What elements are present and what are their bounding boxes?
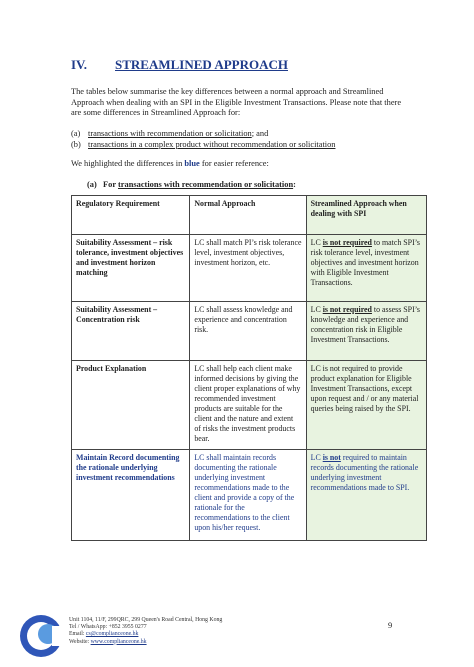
section-title: STREAMLINED APPROACH — [115, 57, 288, 72]
page-number: 9 — [388, 621, 393, 630]
table-row: Maintain Record documenting the rationale underlying investment recommendations LC shall maintain records documenting the rationale underlying investment recommendations made to the client and provide a copy of the rationale for the recommendations to the client upon his/her request. LC is not required to maintain records documenting the rationale underlying investment recommendations made to SPI. — [72, 450, 427, 541]
footer-contact — [69, 617, 222, 646]
column-header: Normal Approach — [190, 196, 306, 235]
website-link[interactable]: www.complianceone.hk — [90, 638, 147, 645]
highlight-note: We highlighted the differences in blue for easier reference: — [71, 159, 269, 168]
table-header-row — [72, 196, 427, 235]
comparison-table — [71, 195, 427, 541]
company-logo — [18, 612, 62, 665]
email-link[interactable]: cs@complianceone.hk — [85, 631, 139, 638]
transaction-list — [71, 129, 335, 150]
table-row: Product Explanation LC shall help each client make informed decisions by giving the client proper explanations of why recommended investment products are suitable for the client and the nature and extent of risks the investment products bear. LC is not required to provide product explanation for Eligible Investment Transactions, except upon request and / or any material queries being raised by the SPI. — [72, 361, 427, 450]
table-row: Suitability Assessment – risk tolerance, investment objectives and investment horizon matching LC shall match PI’s risk tolerance level, investment objectives, investment horizon, etc. LC is not required to match SPI’s risk tolerance level, investment objectives and investment horizon with Eligible Investment Transactions. — [72, 235, 427, 302]
column-header: Regulatory Requirement — [72, 196, 190, 235]
section-number: IV. — [71, 57, 88, 72]
section-heading — [71, 57, 288, 73]
list-item: (a) transactions with recommendation or solicitation; and — [71, 129, 269, 138]
footer-address: Unit 1104, 11/F, 299QRC, 299 Queen's Road Central, Hong Kong — [69, 617, 223, 623]
intro-paragraph: The tables below summarise the key differences between a normal approach and Streamlined Approach when dealing with an SPI in the Eligible Investment Transactions. Please note that there are some differences in Streamlined Approach for: — [71, 87, 402, 118]
list-item: (b) transactions in a complex product without recommendation or solicitation — [71, 139, 336, 149]
footer-website: Website: www.complianceone.hk — [69, 638, 147, 645]
column-header: Streamlined Approach when dealing with SPI — [306, 196, 426, 235]
table-row: Suitability Assessment – Concentration risk LC shall assess knowledge and experience and concentration risk. LC is not required to assess SPI’s knowledge and experience and concentration risk in Eligible Investment Transactions. — [72, 302, 427, 361]
footer-email: Email: cs@complianceone.hk — [69, 631, 139, 638]
table-subheading: (a) For transactions with recommendation or solicitation: — [87, 180, 296, 189]
footer-phone: Tel / WhatsApp: +852 3955 0277 — [69, 624, 147, 631]
